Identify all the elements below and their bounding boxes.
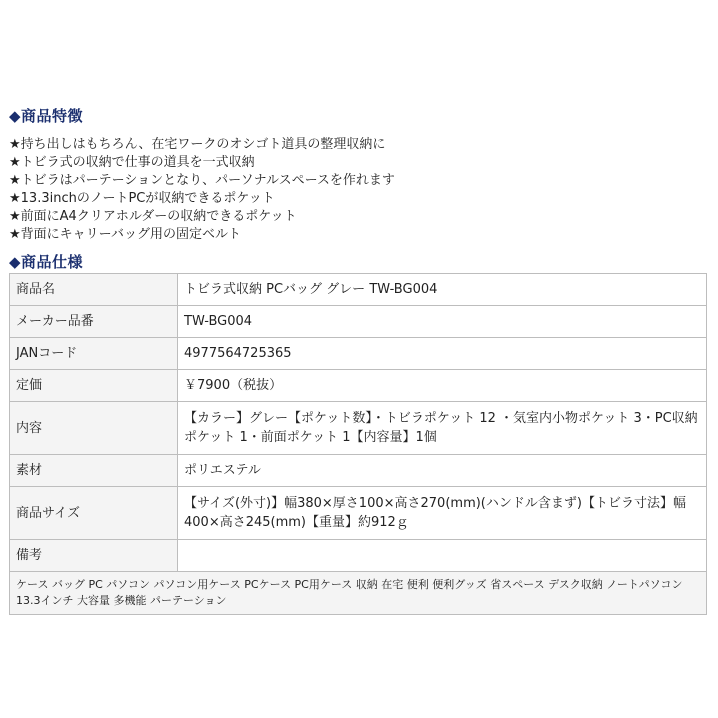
spec-row xyxy=(10,274,707,306)
spec-label: JANコード xyxy=(10,338,178,370)
spec-row xyxy=(10,306,707,338)
spec-value: 【カラー】グレー【ポケット数】・トビラポケット 12 ・気室内小物ポケット 3・PC収納ポケット 1・前面ポケット 1【内容量】1個 xyxy=(178,402,707,455)
spec-row xyxy=(10,370,707,402)
spec-label: 商品サイズ xyxy=(10,487,178,540)
features-heading: ◆商品特徴 xyxy=(9,107,84,125)
spec-label: 備考 xyxy=(10,540,178,572)
feature-item: ★背面にキャリーバッグ用の固定ベルト xyxy=(9,227,242,242)
spec-value: 【サイズ(外寸)】幅380×厚さ100×高さ270(mm)(ハンドル含まず)【トビラ寸法】幅400×高さ245(mm)【重量】約912ｇ xyxy=(178,487,707,540)
spec-label: 商品名 xyxy=(10,274,178,306)
feature-item: ★トビラはパーテーションとなり、パーソナルスペースを作れます xyxy=(9,173,395,188)
spec-value: トビラ式収納 PCバッグ グレー TW-BG004 xyxy=(178,274,707,306)
spec-label: 定価 xyxy=(10,370,178,402)
spec-label: 内容 xyxy=(10,402,178,455)
spec-row xyxy=(10,540,707,572)
keywords-row xyxy=(10,572,707,615)
spec-row xyxy=(10,487,707,540)
spec-value: TW-BG004 xyxy=(178,306,707,338)
spec-label: メーカー品番 xyxy=(10,306,178,338)
feature-item: ★13.3inchのノートPCが収納できるポケット xyxy=(9,191,275,206)
keywords-text: ケース バッグ PC パソコン パソコン用ケース PCケース PC用ケース 収納 在宅 便利 便利グッズ 省スペース デスク収納 ノートパソコン 13.3インチ 大容量 多機能 パーテーション xyxy=(10,572,707,615)
spec-value xyxy=(178,540,707,572)
spec-value: ポリエステル xyxy=(178,455,707,487)
spec-table xyxy=(9,273,707,615)
spec-row xyxy=(10,402,707,455)
spec-heading: ◆商品仕様 xyxy=(9,253,84,271)
spec-value: ￥7900（税抜） xyxy=(178,370,707,402)
feature-item: ★持ち出しはもちろん、在宅ワークのオシゴト道具の整理収納に xyxy=(9,137,386,152)
feature-item: ★トビラ式の収納で仕事の道具を一式収納 xyxy=(9,155,255,170)
feature-item: ★前面にA4クリアホルダーの収納できるポケット xyxy=(9,209,297,224)
spec-label: 素材 xyxy=(10,455,178,487)
spec-row xyxy=(10,455,707,487)
spec-value: 4977564725365 xyxy=(178,338,707,370)
spec-row xyxy=(10,338,707,370)
features-list xyxy=(9,136,395,244)
